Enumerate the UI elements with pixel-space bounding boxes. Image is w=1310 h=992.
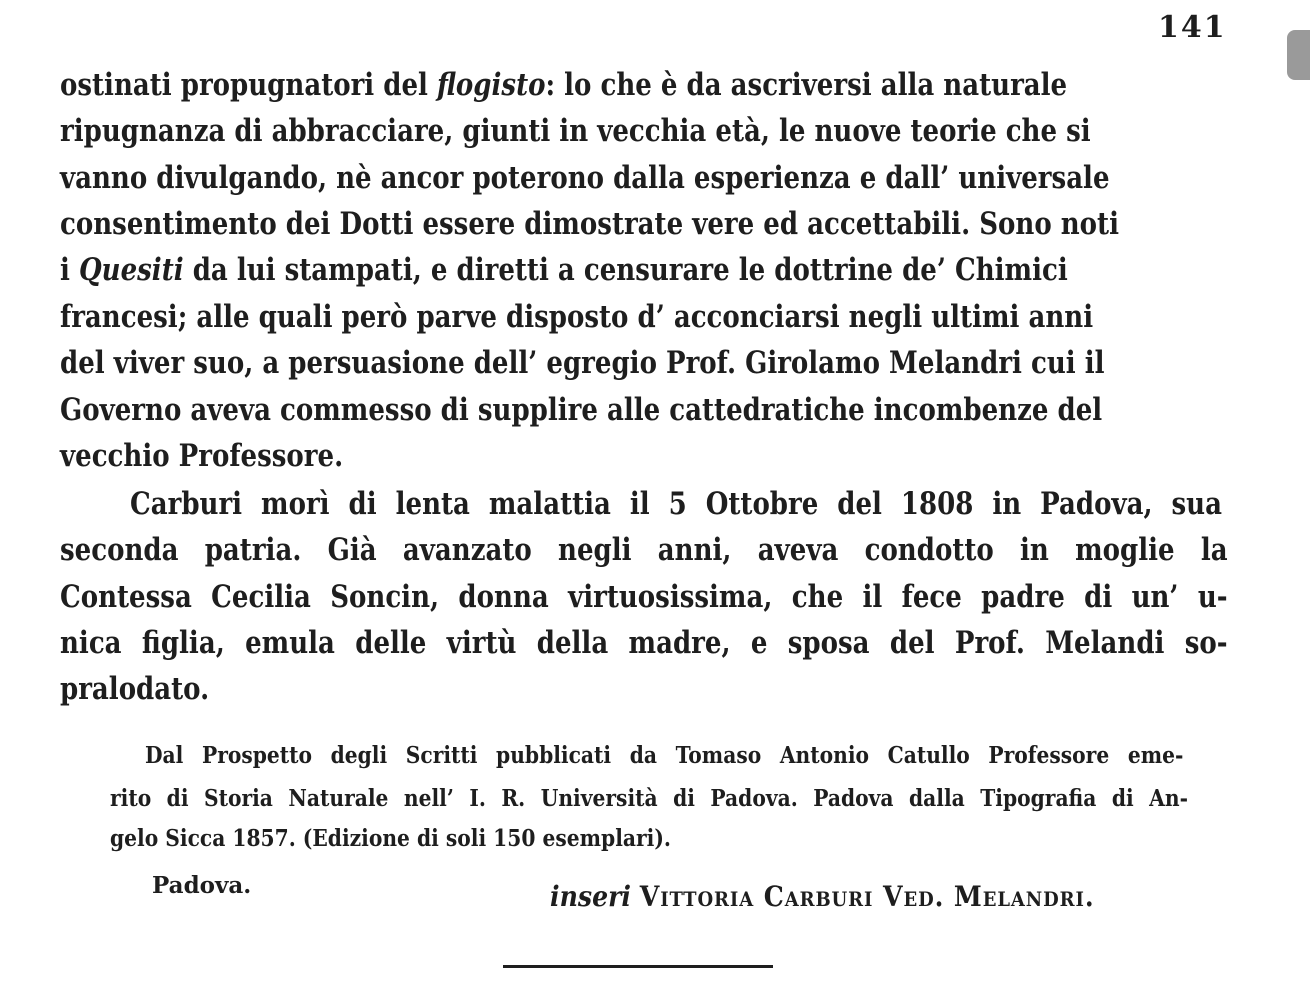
- signature-name: Vittoria Carburi Ved. Melandri.: [639, 880, 1095, 913]
- text-line: Contessa Cecilia Soncin, donna virtuosissima, che il fece padre di un’ u-: [60, 579, 1228, 615]
- text-line: nica figlia, emula delle virtù della madre, e sposa del Prof. Melandi so-: [60, 625, 1228, 661]
- text-line: francesi; alle quali però parve disposto d’ acconciarsi negli ultimi anni: [60, 299, 1094, 335]
- signature: [550, 880, 1095, 913]
- text-line: vanno divulgando, nè ancor poterono dalla esperienza e dall’ universale: [60, 160, 1110, 196]
- signature-verb: inseri: [550, 880, 631, 913]
- text-line: Carburi morì di lenta malattia il 5 Ottobre del 1808 in Padova, sua: [130, 486, 1222, 522]
- text-line: ostinati propugnatori del flogisto: lo che è da ascriversi alla naturale: [60, 67, 1068, 103]
- text-line: consentimento dei Dotti essere dimostrate vere ed accettabili. Sono noti: [60, 206, 1119, 242]
- text-line: i Quesiti da lui stampati, e diretti a censurare le dottrine de’ Chimici: [60, 252, 1068, 288]
- text-line: pralodato.: [60, 671, 210, 707]
- text-line: vecchio Professore.: [60, 438, 344, 474]
- source-note-line: Dal Prospetto degli Scritti pubblicati da Tomaso Antonio Catullo Professore eme-: [145, 742, 1184, 769]
- text-line: seconda patria. Già avanzato negli anni, aveva condotto in moglie la: [60, 532, 1228, 568]
- italic-term: flogisto: [437, 67, 546, 103]
- text-line: Governo aveva commesso di supplire alle cattedratiche incombenze del: [60, 392, 1103, 428]
- place-name: Padova.: [152, 872, 252, 899]
- text-line: ripugnanza di abbracciare, giunti in vecchia età, le nuove teorie che si: [60, 113, 1091, 149]
- text-line: del viver suo, a persuasione dell’ egregio Prof. Girolamo Melandri cui il: [60, 345, 1105, 381]
- scroll-tab[interactable]: [1287, 30, 1310, 80]
- page-number: 141: [1158, 10, 1227, 45]
- closing-rule: [503, 965, 773, 968]
- source-note-line: gelo Sicca 1857. (Edizione di soli 150 esemplari).: [110, 825, 671, 852]
- source-note-line: rito di Storia Naturale nell’ I. R. Università di Padova. Padova dalla Tipografia di An-: [110, 785, 1188, 812]
- italic-term: Quesiti: [78, 252, 184, 288]
